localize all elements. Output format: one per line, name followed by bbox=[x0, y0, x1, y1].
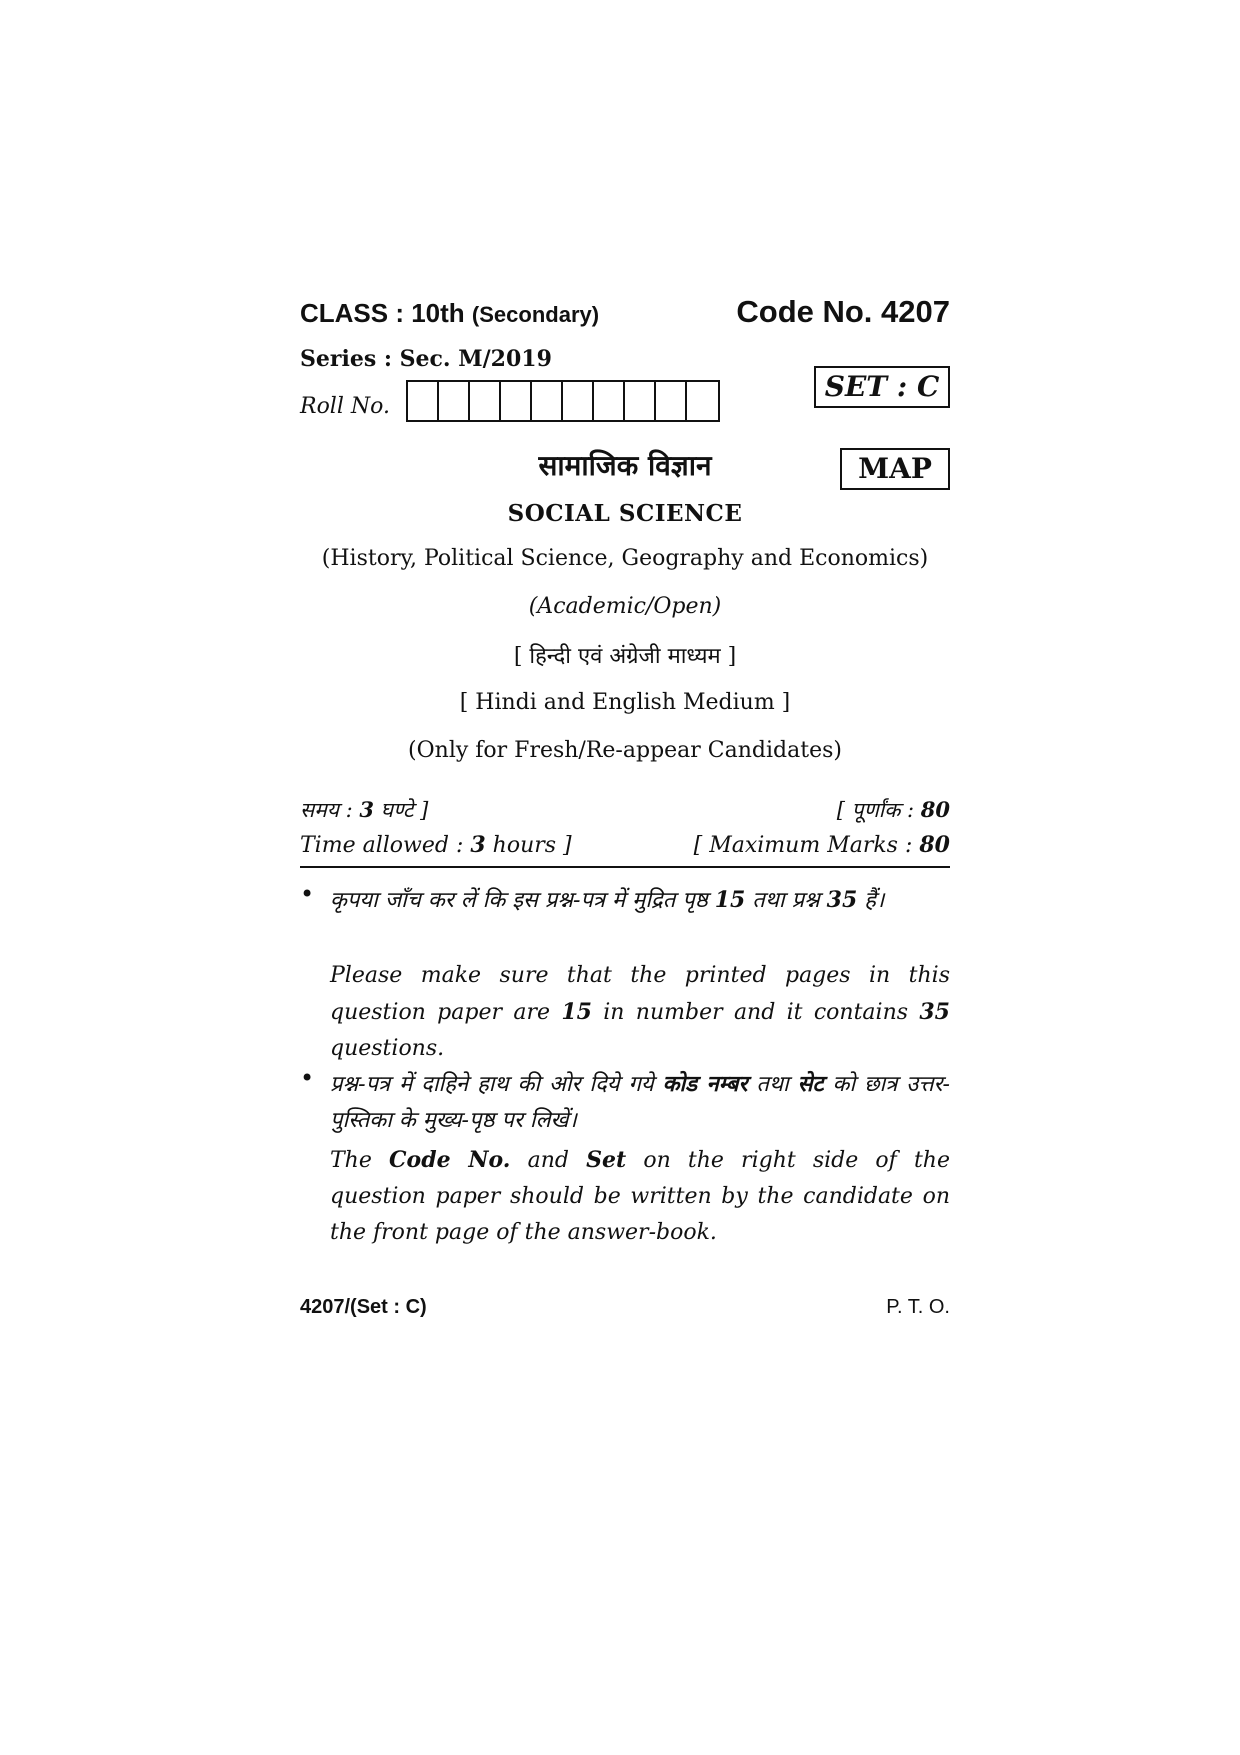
roll-digit-box[interactable] bbox=[687, 382, 718, 420]
bullet-icon: • bbox=[300, 1064, 315, 1092]
time-hindi: समय : 3 घण्टे ] bbox=[300, 797, 429, 822]
map-badge: MAP bbox=[840, 448, 950, 490]
class-detail: (Secondary) bbox=[471, 302, 600, 327]
roll-digit-box[interactable] bbox=[656, 382, 687, 420]
marks-hindi: [ पूर्णांक : 80 bbox=[836, 797, 950, 822]
divider-line bbox=[300, 866, 950, 868]
medium-english: [ Hindi and English Medium ] bbox=[459, 690, 791, 715]
class-label: CLASS : 10th bbox=[300, 298, 465, 328]
class-heading bbox=[300, 298, 599, 329]
instruction-1-english: Please make sure that the printed pages in this question paper are 15 in number and it contains 35 questions. bbox=[330, 963, 950, 1061]
roll-number-label: Roll No. bbox=[300, 394, 390, 419]
instruction-2-english: The Code No. and Set on the right side of the question paper should be written by the candidate on the front page of the answer-book. bbox=[330, 1147, 950, 1245]
roll-digit-box[interactable] bbox=[625, 382, 656, 420]
instruction-2-hindi: प्रश्न-पत्र में दाहिने हाथ की ओर दिये गये कोड नम्बर तथा सेट को छात्र उत्तर-पुस्तिका के मुख्य-पृष्ठ पर लिखें। bbox=[330, 1071, 950, 1133]
bullet-icon: • bbox=[300, 880, 315, 908]
instruction-1-hindi: कृपया जाँच कर लें कि इस प्रश्न-पत्र में मुद्रित पृष्ठ 15 तथा प्रश्न 35 हैं। bbox=[330, 887, 885, 913]
medium-hindi: [ हिन्दी एवं अंग्रेजी माध्यम ] bbox=[513, 644, 737, 669]
series-label: Series : Sec. M/2019 bbox=[300, 346, 552, 372]
footer-pto: P. T. O. bbox=[886, 1296, 950, 1318]
exam-mode: (Academic/Open) bbox=[528, 594, 722, 619]
roll-digit-box[interactable] bbox=[594, 382, 625, 420]
roll-digit-box[interactable] bbox=[563, 382, 594, 420]
footer-code: 4207/(Set : C) bbox=[300, 1296, 427, 1318]
code-number: Code No. 4207 bbox=[736, 294, 950, 329]
title-english: SOCIAL SCIENCE bbox=[507, 500, 743, 527]
maximum-marks: [ Maximum Marks : 80 bbox=[693, 832, 950, 858]
roll-digit-box[interactable] bbox=[470, 382, 501, 420]
roll-number-boxes[interactable] bbox=[406, 380, 720, 422]
roll-digit-box[interactable] bbox=[439, 382, 470, 420]
set-badge: SET : C bbox=[814, 366, 950, 408]
roll-digit-box[interactable] bbox=[532, 382, 563, 420]
candidates-note: (Only for Fresh/Re-appear Candidates) bbox=[408, 738, 842, 763]
time-allowed: Time allowed : 3 hours ] bbox=[300, 832, 572, 858]
subjects-list: (History, Political Science, Geography and Economics) bbox=[321, 546, 929, 571]
roll-digit-box[interactable] bbox=[408, 382, 439, 420]
title-hindi: सामाजिक विज्ञान bbox=[538, 449, 712, 482]
roll-digit-box[interactable] bbox=[501, 382, 532, 420]
